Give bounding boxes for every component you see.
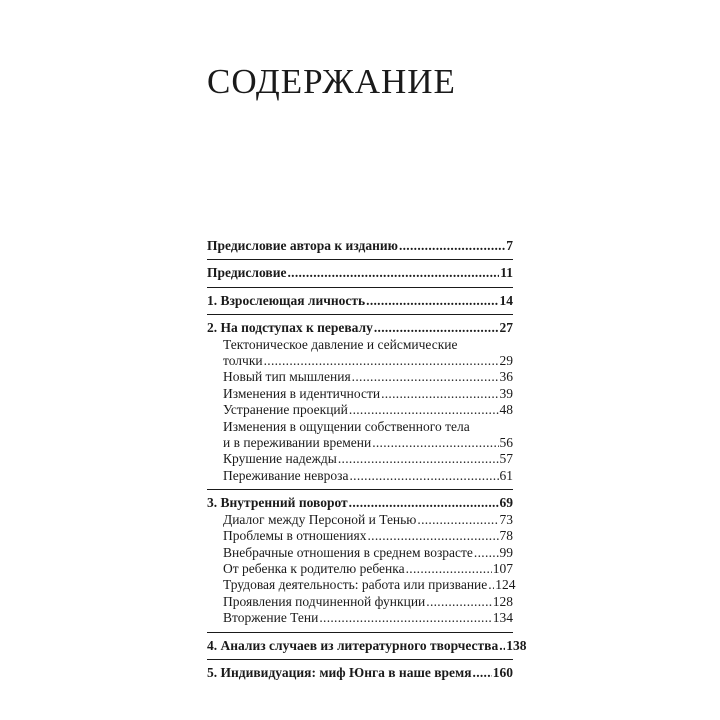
toc-entry-page: 36 [499, 369, 513, 385]
toc-subentry [207, 435, 513, 451]
toc-entry-label: Предисловие автора к изданию [207, 238, 398, 253]
toc-entry-chapter-3 [207, 495, 513, 511]
toc-entry-label: 2. На подступах к перевалу [207, 320, 373, 336]
toc-subentry [207, 561, 513, 577]
toc-entry-label: и в переживании времени [223, 435, 372, 451]
dot-leader [426, 594, 491, 610]
dot-leader [374, 320, 499, 336]
toc-subentry [207, 353, 513, 369]
toc-entry-label: Крушение надежды [223, 451, 337, 467]
toc-entry-page: 99 [499, 544, 513, 560]
toc-entry-label: Устранение проекций [223, 402, 348, 418]
toc-entry-chapter-4 [207, 637, 527, 654]
dot-leader [366, 293, 498, 309]
toc-subentry [207, 594, 513, 610]
page-title: СОДЕРЖАНИЕ [207, 62, 456, 101]
toc-entry-label: Трудовая деятельность: работа или призвание [223, 577, 488, 593]
toc-entry-page: 128 [492, 593, 513, 609]
toc-entry-label: Вторжение Тени [223, 610, 319, 626]
dot-leader [372, 435, 498, 451]
toc-subentry [207, 512, 513, 528]
toc-entry-page: 14 [499, 292, 513, 308]
section-divider [207, 314, 513, 315]
toc-subentry [207, 402, 513, 418]
toc-entry-label: Проявления подчиненной функции [223, 593, 426, 609]
toc-subentry [207, 545, 513, 561]
dot-leader [349, 495, 499, 511]
toc-entry-preface [207, 265, 513, 281]
toc-entry-page: 39 [499, 385, 513, 401]
dot-leader [349, 402, 499, 418]
toc-entry-page: 61 [499, 467, 513, 483]
toc-entry-label: Предисловие [207, 265, 287, 281]
toc-entry-chapter-1 [207, 293, 513, 309]
dot-leader [381, 386, 498, 402]
toc-entry-label: Диалог между Персоной и Тенью [223, 511, 417, 527]
dot-leader [488, 577, 494, 593]
toc-entry-page: 73 [499, 511, 513, 527]
dot-leader [417, 512, 498, 528]
toc-entry-page: 11 [500, 265, 513, 281]
toc-entry-page: 7 [506, 238, 513, 253]
toc-subentry [207, 451, 513, 467]
toc-subentry-line: Изменения в ощущении собственного тела [223, 418, 470, 434]
toc-entry-label: 4. Анализ случаев из литературного творчества [207, 637, 499, 653]
toc-entry-page: 48 [499, 402, 513, 418]
toc-entry-page: 56 [499, 435, 513, 451]
toc-entry-label: толчки [223, 353, 263, 369]
dot-leader [319, 610, 491, 626]
toc-subentry [207, 610, 513, 626]
section-divider [207, 489, 513, 490]
toc-entry-label: Изменения в идентичности [223, 385, 381, 401]
toc-entry-chapter-5 [207, 665, 513, 681]
toc-entry-page: 27 [499, 320, 513, 336]
toc-subentry [207, 528, 513, 544]
toc-subentry-line: Тектоническое давление и сейсмические [223, 336, 458, 352]
dot-leader [368, 528, 499, 544]
dot-leader [399, 238, 505, 254]
section-divider [207, 659, 513, 660]
dot-leader [338, 451, 499, 467]
toc-entry-label: Новый тип мышления [223, 369, 351, 385]
section-divider [207, 287, 513, 288]
section-divider [207, 259, 513, 260]
dot-leader [287, 265, 499, 281]
toc-subentry [207, 369, 513, 385]
dot-leader [406, 561, 492, 577]
toc-entry-page: 107 [492, 560, 513, 576]
dot-leader [474, 545, 499, 561]
dot-leader [349, 468, 498, 484]
toc-subentry [207, 386, 513, 402]
toc-entry-label: Внебрачные отношения в среднем возрасте [223, 544, 473, 560]
toc-entry-page: 160 [492, 664, 513, 680]
toc-subentry [207, 468, 513, 484]
table-of-contents [207, 238, 527, 681]
toc-entry-label: От ребенка к родителю ребенка [223, 560, 405, 576]
toc-entry-author-preface [207, 238, 513, 254]
toc-entry-chapter-2 [207, 320, 513, 336]
toc-entry-page: 57 [499, 451, 513, 467]
toc-entry-label: 1. Взрослеющая личность [207, 292, 366, 308]
toc-entry-label: Проблемы в отношениях [223, 528, 367, 544]
toc-entry-page: 69 [499, 495, 513, 511]
toc-entry-page: 138 [506, 637, 527, 653]
toc-entry-page: 134 [492, 610, 513, 626]
toc-subentry [207, 577, 516, 593]
toc-entry-page: 29 [499, 353, 513, 369]
dot-leader [473, 665, 492, 681]
section-divider [207, 632, 513, 633]
toc-entry-label: Переживание невроза [223, 467, 349, 483]
toc-entry-page: 78 [499, 528, 513, 544]
dot-leader [264, 353, 499, 369]
toc-entry-page: 124 [495, 577, 516, 593]
toc-entry-label: 5. Индивидуация: миф Юнга в наше время [207, 664, 472, 680]
dot-leader [352, 369, 499, 385]
dot-leader [499, 638, 505, 654]
toc-entry-label: 3. Внутренний поворот [207, 495, 348, 511]
